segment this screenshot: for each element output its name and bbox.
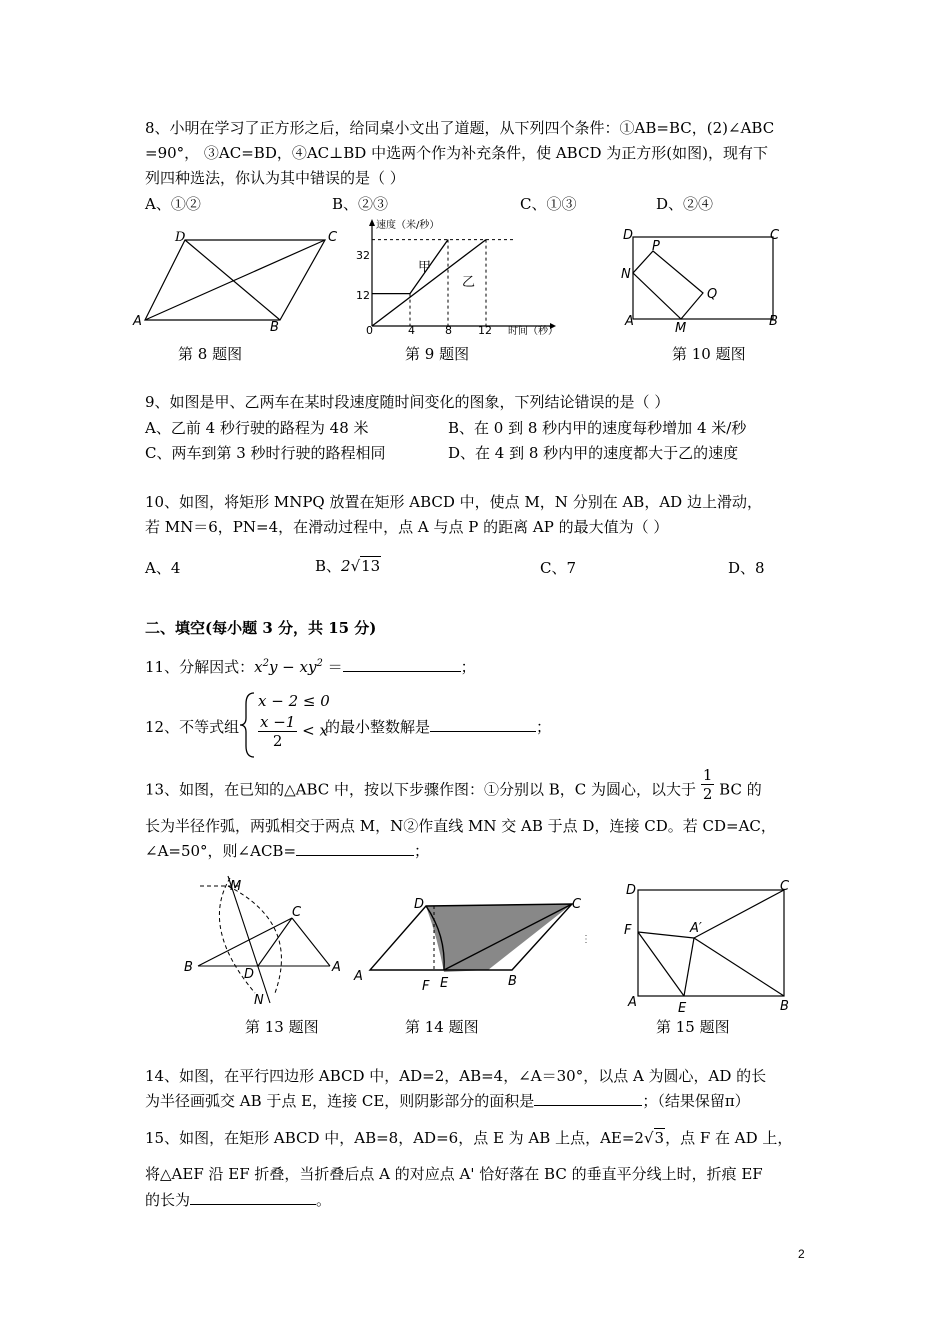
fig9-xtick-12: 12: [478, 324, 492, 337]
fig9-caption: 第 9 题图: [405, 345, 470, 363]
q15-line1: [145, 1128, 792, 1148]
fig8-label-d: D: [175, 230, 186, 245]
q8-line2: =90°， ③AC=BD，④AC⊥BD 中选两个作为补充条件，使 ABCD 为正方形(如图)，现有下: [145, 144, 768, 162]
q13-line1-a: 13、如图，在已知的△ABC 中，按以下步骤作图：①分别以 B，C 为圆心，以大于: [145, 780, 697, 799]
fig15-segment-a1e: [684, 938, 694, 996]
fig9-ylabel: 速度（米/秒）: [376, 220, 440, 231]
q12-numerator: x −1: [260, 713, 296, 731]
fig15-label-a: A: [628, 995, 637, 1010]
fig15-label-f: F: [624, 923, 632, 938]
q13-fraction: [701, 766, 715, 803]
fig14-label-d: D: [414, 897, 425, 912]
q9-option-c: C、两车到第 3 秒时行驶的路程相同: [145, 444, 386, 462]
fig9-y-arrow: [369, 219, 375, 226]
figure-14: [350, 890, 590, 995]
page-number: 2: [798, 1247, 805, 1261]
q15-line1-b: ，点 F 在 AD 上，: [665, 1129, 793, 1147]
fig14-label-a: A: [354, 969, 363, 984]
q9-line1: 9、如图是甲、乙两车在某时段速度随时间变化的图象，下列结论错误的是（ ）: [145, 393, 670, 411]
fig13-segment-ca: [292, 918, 330, 966]
fig14-label-b: B: [508, 974, 517, 989]
fig9-xtick-8: 8: [445, 324, 452, 337]
q14-line2: [145, 1091, 750, 1111]
fig15-fold-ef: [638, 932, 684, 996]
fig13-label-d: D: [244, 967, 255, 982]
q8-option-c: C、①③: [520, 195, 577, 213]
q12-denominator: 2: [272, 732, 283, 750]
q15-line3-end: 。: [316, 1191, 332, 1209]
fig10-label-m: M: [675, 321, 687, 336]
fig9-xtick-4: 4: [408, 324, 415, 337]
fig9-ytick-32: 32: [356, 249, 370, 262]
fig10-label-d: D: [623, 228, 634, 243]
fig10-label-b: B: [769, 314, 778, 329]
q8-line3: 列四种选法，你认为其中错误的是（ ）: [145, 169, 405, 187]
fig9-xlabel: 时间（秒）: [508, 326, 558, 337]
fig8-label-b: B: [270, 320, 279, 335]
figure-15: [618, 874, 798, 1014]
fig14-label-c: C: [572, 897, 582, 912]
section2-title: 二、填空(每小题 3 分，共 15 分): [145, 619, 377, 637]
fig13-label-n: N: [254, 993, 264, 1008]
q9-option-a: A、乙前 4 秒行驶的路程为 48 米: [145, 419, 369, 437]
fig9-series-label-jia: 甲: [418, 260, 432, 275]
fig10-label-c: C: [770, 228, 780, 243]
q12-end: ；: [536, 718, 552, 736]
q10-option-b-coef: 2: [341, 557, 351, 575]
brace-icon: [238, 690, 258, 760]
figure-13: [180, 868, 350, 1010]
q14-line1: 14、如图，在平行四边形 ABCD 中，AD=2，AB=4，∠A＝30°，以点 A 为圆心，AD 的长: [145, 1067, 767, 1085]
fig15-label-e: E: [678, 1001, 687, 1014]
fig10-rect-mnpq: [633, 251, 703, 319]
q10-option-b-prefix: B、: [315, 557, 342, 575]
fig8-caption: 第 8 题图: [178, 345, 243, 363]
q12-ineq1: x − 2 ≤ 0: [258, 692, 330, 710]
q12-lt: < x: [302, 721, 328, 740]
q15-line3-text: 的长为: [145, 1191, 191, 1209]
fig13-segment-cd: [258, 918, 292, 966]
fig10-label-n: N: [621, 267, 631, 282]
figure-9-chart: [350, 216, 570, 341]
q15-radicand: 3: [654, 1129, 665, 1147]
fig13-caption: 第 13 题图: [245, 1018, 319, 1036]
q10-line1: 10、如图，将矩形 MNPQ 放置在矩形 ABCD 中，使点 M，N 分别在 AB，AD 边上滑动，: [145, 493, 762, 511]
q9-option-d: D、在 4 到 8 秒内甲的速度都大于乙的速度: [448, 444, 739, 462]
q15-answer-blank[interactable]: [190, 1204, 316, 1205]
fig15-label-a-prime: A′: [690, 921, 702, 936]
fig15-label-d: D: [626, 883, 637, 898]
fig13-label-c: C: [292, 905, 302, 920]
fig14-label-e: E: [440, 976, 449, 991]
fig15-segment-a1c: [694, 890, 784, 938]
figure-10: [615, 225, 790, 340]
fig9-ytick-12: 12: [356, 289, 370, 302]
fig15-label-b: B: [780, 999, 789, 1014]
fig15-label-c: C: [780, 879, 790, 894]
q11-prefix: 11、分解因式：: [145, 658, 255, 676]
q10-option-a: A、4: [145, 559, 181, 577]
q13-answer-blank[interactable]: [296, 855, 414, 856]
fig15-segment-fa1: [638, 932, 694, 938]
q8-option-d: D、②④: [656, 195, 714, 213]
q11-suffix: ；: [460, 658, 476, 676]
q10-option-b-radicand: 13: [361, 557, 381, 575]
fig15-segment-a1b: [694, 938, 784, 996]
q15-line3: [145, 1190, 331, 1210]
q13-frac-num: 1: [702, 766, 713, 784]
fig13-arc-2: [228, 886, 281, 993]
q10-option-b: [315, 555, 381, 576]
fig13-line-mn: [228, 876, 270, 1003]
q13-line3: [145, 841, 429, 861]
q13-line1-b: BC 的: [719, 780, 762, 799]
q10-option-c: C、7: [540, 559, 577, 577]
fig13-label-b: B: [184, 960, 193, 975]
fig10-caption: 第 10 题图: [672, 345, 746, 363]
q15-line1-a: 15、如图，在矩形 ABCD 中，AB=8，AD=6，点 E 为 AB 上点，AE=2: [145, 1129, 644, 1147]
fig10-label-q: Q: [707, 287, 718, 302]
q12-suffix: 的最小整数解是: [325, 718, 431, 736]
figure-8: [130, 228, 340, 338]
q8-option-a: A、①②: [145, 195, 201, 213]
sqrt-icon: √: [643, 1129, 654, 1147]
fig14-caption: 第 14 题图: [405, 1018, 479, 1036]
q13-line3-text: ∠A=50°，则∠ACB=: [145, 842, 297, 860]
fig15-rect-abcd: [638, 890, 784, 996]
q13-frac-den: 2: [702, 785, 713, 803]
fig13-label-a: A: [332, 960, 341, 975]
fig15-caption: 第 15 题图: [656, 1018, 730, 1036]
q13-line1: [145, 766, 762, 803]
q11: 11、分解因式：$x^2y - xy^2$ ＝ ；: [145, 658, 476, 676]
fig8-diagonal-db: [185, 240, 280, 320]
q14-answer-blank[interactable]: [534, 1105, 642, 1106]
fig14-shaded-region: [426, 904, 572, 972]
fig9-origin: 0: [366, 324, 373, 337]
q12-ineq2: [258, 713, 328, 750]
q8-line1: 8、小明在学习了正方形之后，给同桌小文出了道题，从下列四个条件：①AB=BC，(2)∠ABC: [145, 119, 775, 137]
fig13-segment-bc: [198, 918, 292, 966]
q12-answer-blank[interactable]: [430, 731, 536, 732]
fig8-label-c: C: [328, 230, 338, 245]
q8-option-b: B、②③: [332, 195, 389, 213]
sqrt-icon: √: [350, 557, 361, 575]
q15-line2: 将△AEF 沿 EF 折叠，当折叠后点 A 的对应点 A' 恰好落在 BC 的垂直平分线上时，折痕 EF: [145, 1165, 763, 1183]
q13-line3-end: ；: [414, 842, 430, 860]
fig10-label-a: A: [625, 314, 634, 329]
q14-line2-end: ；（结果保留π）: [642, 1092, 750, 1110]
fig9-series-line-0: [372, 240, 448, 294]
q10-option-d: D、8: [728, 559, 765, 577]
q11-expression: $x^2y - xy^2$: [254, 658, 323, 676]
fig14-label-f: F: [422, 979, 430, 994]
q12-tail: [325, 716, 551, 737]
fig13-label-m: M: [230, 879, 242, 894]
q10-line2: 若 MN＝6，PN=4，在滑动过程中，点 A 与点 P 的距离 AP 的最大值为（ ）: [145, 518, 669, 536]
fig8-label-a: A: [133, 314, 142, 329]
q13-line2: 长为半径作弧，两弧相交于两点 M，N②作直线 MN 交 AB 于点 D，连接 CD。若 CD=AC，: [145, 817, 776, 835]
q12-prefix: 12、不等式组: [145, 718, 240, 736]
stray-dots: ⋮: [581, 934, 591, 945]
q14-line2-text: 为半径画弧交 AB 于点 E，连接 CE，则阴影部分的面积是: [145, 1092, 535, 1110]
fig10-label-p: P: [652, 239, 660, 254]
fig8-diagonal-ca: [145, 240, 325, 320]
q11-answer-blank[interactable]: [343, 671, 461, 672]
fig9-series-label-yi: 乙: [462, 275, 476, 290]
q9-option-b: B、在 0 到 8 秒内甲的速度每秒增加 4 米/秒: [448, 419, 747, 437]
